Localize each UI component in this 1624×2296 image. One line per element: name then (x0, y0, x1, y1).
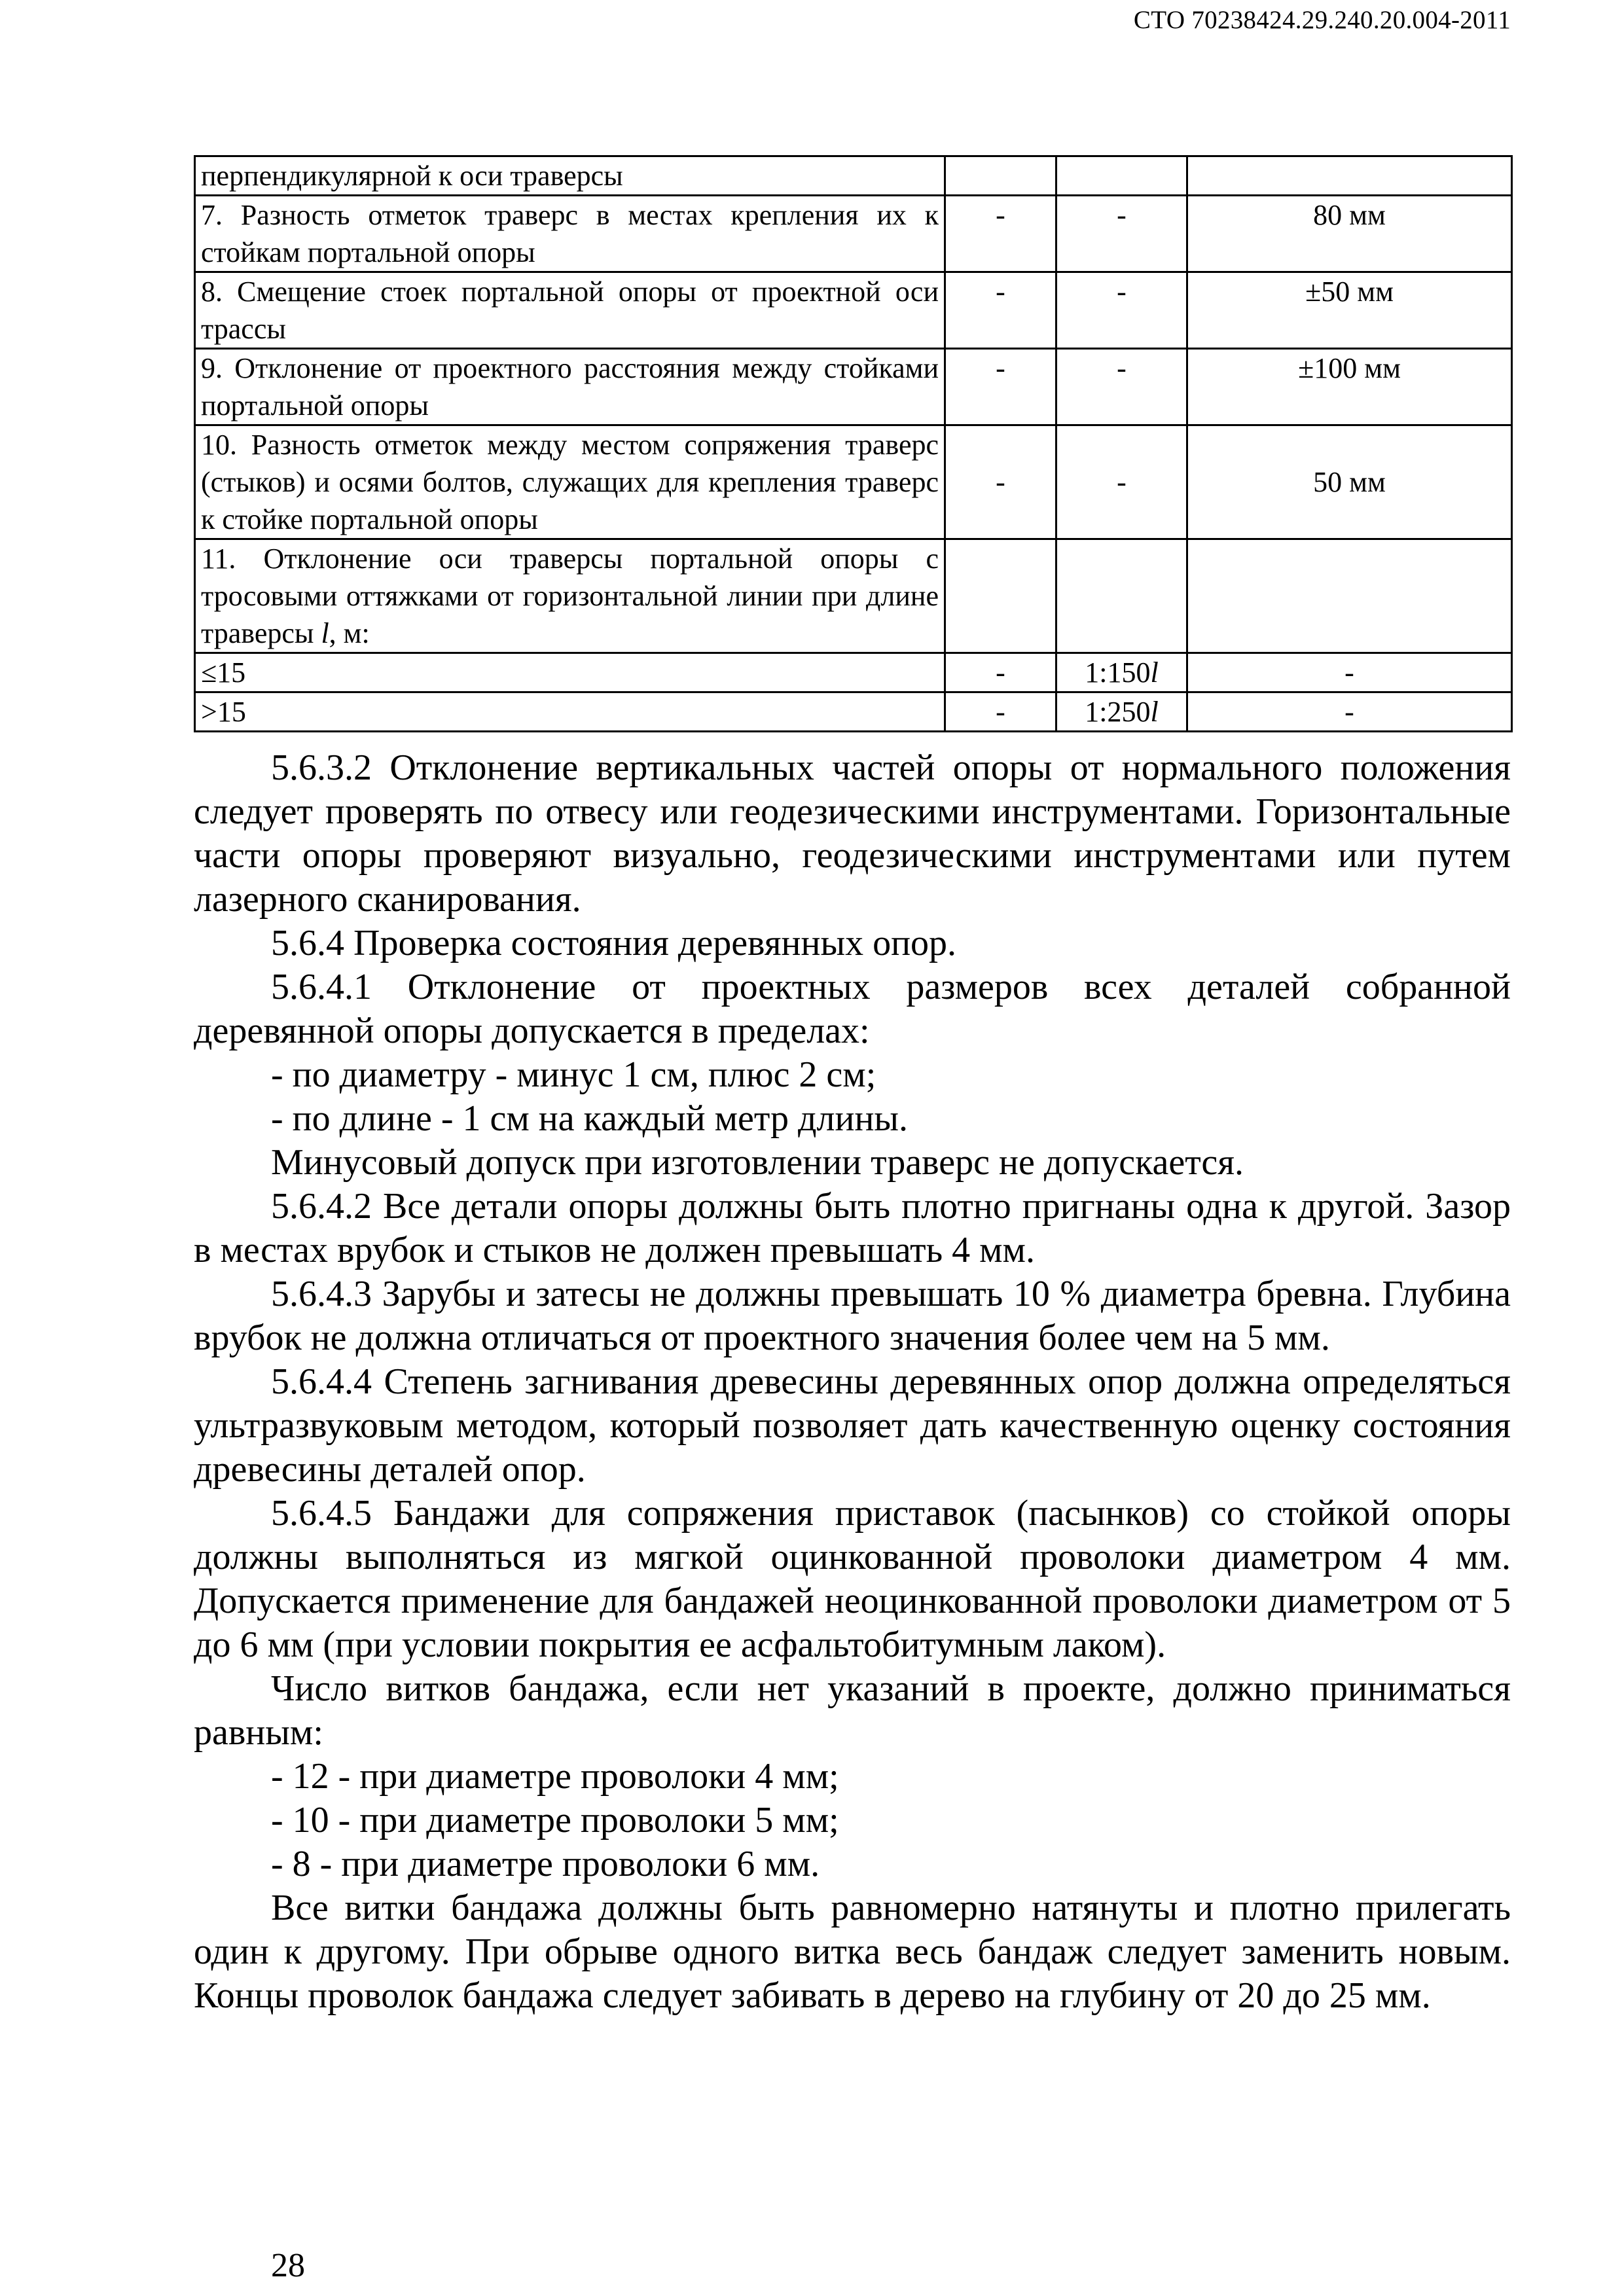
paragraph: 5.6.4.3 Зарубы и затесы не должны превышать 10 % диаметра бревна. Глубина врубок не должна отличаться от проектного значения более чем на 5 мм. (194, 1274, 1511, 1358)
paragraph: 5.6.4.1 Отклонение от проектных размеров всех деталей собранной деревянной опоры допускается в пределах: (194, 967, 1511, 1051)
table-row (195, 272, 1512, 349)
paragraph: 5.6.3.2 Отклонение вертикальных частей опоры от нормального положения следует проверять по отвесу или геодезическими инструментами. Горизонтальные части опоры проверяют визуально, геодезическими инструментами или путем лазерного сканирования. (194, 747, 1511, 920)
table-cell-description: 8. Смещение стоек портальной опоры от проектной оси трассы (195, 272, 945, 349)
table-cell-description: >15 (195, 692, 945, 732)
table-cell: - (945, 692, 1056, 732)
paragraph: 5.6.4.4 Степень загнивания древесины деревянных опор должна определяться ультразвуковым методом, который позволяет дать качественную оценку состояния древесины деталей опор. (194, 1361, 1511, 1490)
table-row (195, 196, 1512, 272)
table-cell: ±50 мм (1187, 272, 1512, 349)
table-cell: 80 мм (1187, 196, 1512, 272)
length-symbol: l (321, 617, 329, 649)
table-cell (1056, 653, 1187, 692)
list-item: - 10 - при диаметре проволоки 5 мм; (271, 1800, 839, 1840)
table-row (195, 349, 1512, 425)
body-text (194, 746, 1511, 2018)
table-cell-description: 9. Отклонение от проектного расстояния между стойками портальной опоры (195, 349, 945, 425)
table-cell-description: ≤15 (195, 653, 945, 692)
table-row (195, 156, 1512, 196)
list-item: - по длине - 1 см на каждый метр длины. (271, 1098, 909, 1139)
paragraph: Все витки бандажа должны быть равномерно натянуты и плотно прилегать один к другому. При обрыве одного витка весь бандаж следует заменить новым. Концы проволок бандажа следует забивать в дерево на глубину от 20 до 25 мм. (194, 1888, 1511, 2016)
paragraph: 5.6.4.2 Все детали опоры должны быть плотно пригнаны одна к другой. Зазор в местах врубок и стыков не должен превышать 4 мм. (194, 1186, 1511, 1270)
table-cell-description: 10. Разность отметок между местом сопряжения траверс (стыков) и осями болтов, служащих для крепления траверс к стойке портальной опоры (195, 425, 945, 539)
table-cell: - (945, 272, 1056, 349)
table-cell: - (1056, 425, 1187, 539)
tolerance-table (194, 155, 1513, 732)
list-item: - по диаметру - минус 1 см, плюс 2 см; (271, 1054, 876, 1095)
table-cell: - (945, 196, 1056, 272)
table-cell: - (1056, 349, 1187, 425)
table-cell: - (1187, 692, 1512, 732)
table-cell: 50 мм (1187, 425, 1512, 539)
ratio-text: 1:150 (1085, 656, 1151, 689)
table-cell: - (1056, 272, 1187, 349)
length-symbol: l (1150, 696, 1159, 728)
table-cell: - (1187, 653, 1512, 692)
description-text: 11. Отклонение оси траверсы портальной опоры с тросовыми оттяжками от горизонтальной линии при длине траверсы (201, 543, 939, 649)
table-row (195, 692, 1512, 732)
document-code: СТО 70238424.29.240.20.004-2011 (1133, 6, 1511, 34)
table-cell-description: перпендикулярной к оси траверсы (195, 156, 945, 196)
section-heading: 5.6.4 Проверка состояния деревянных опор. (271, 923, 957, 963)
list-item: - 12 - при диаметре проволоки 4 мм; (271, 1756, 839, 1797)
table-cell (1056, 539, 1187, 653)
paragraph: Число витков бандажа, если нет указаний в проекте, должно приниматься равным: (194, 1668, 1511, 1753)
description-text: , м: (329, 617, 370, 649)
paragraph: 5.6.4.5 Бандажи для сопряжения приставок (пасынков) со стойкой опоры должны выполняться из мягкой оцинкованной проволоки диаметром 4 мм. Допускается применение для бандажей неоцинкованной проволоки диаметром от 5 до 6 мм (при условии покрытия ее асфальтобитумным лаком). (194, 1493, 1511, 1665)
table-cell: ±100 мм (1187, 349, 1512, 425)
length-symbol: l (1150, 656, 1159, 689)
table-cell (1056, 156, 1187, 196)
table-cell: - (945, 349, 1056, 425)
ratio-text: 1:250 (1085, 696, 1151, 728)
table-cell (1187, 539, 1512, 653)
table-cell (945, 539, 1056, 653)
table-row (195, 425, 1512, 539)
table-cell (945, 156, 1056, 196)
table-cell: - (1056, 196, 1187, 272)
table-cell (1187, 156, 1512, 196)
table-cell: - (945, 653, 1056, 692)
table-cell: - (945, 425, 1056, 539)
table-cell-description (195, 539, 945, 653)
table-row (195, 653, 1512, 692)
paragraph: Минусовый допуск при изготовлении траверс не допускается. (271, 1142, 1244, 1183)
table-row (195, 539, 1512, 653)
page-number: 28 (271, 2247, 305, 2284)
list-item: - 8 - при диаметре проволоки 6 мм. (271, 1844, 820, 1884)
table-cell-description: 7. Разность отметок траверс в местах крепления их к стойкам портальной опоры (195, 196, 945, 272)
table-cell (1056, 692, 1187, 732)
